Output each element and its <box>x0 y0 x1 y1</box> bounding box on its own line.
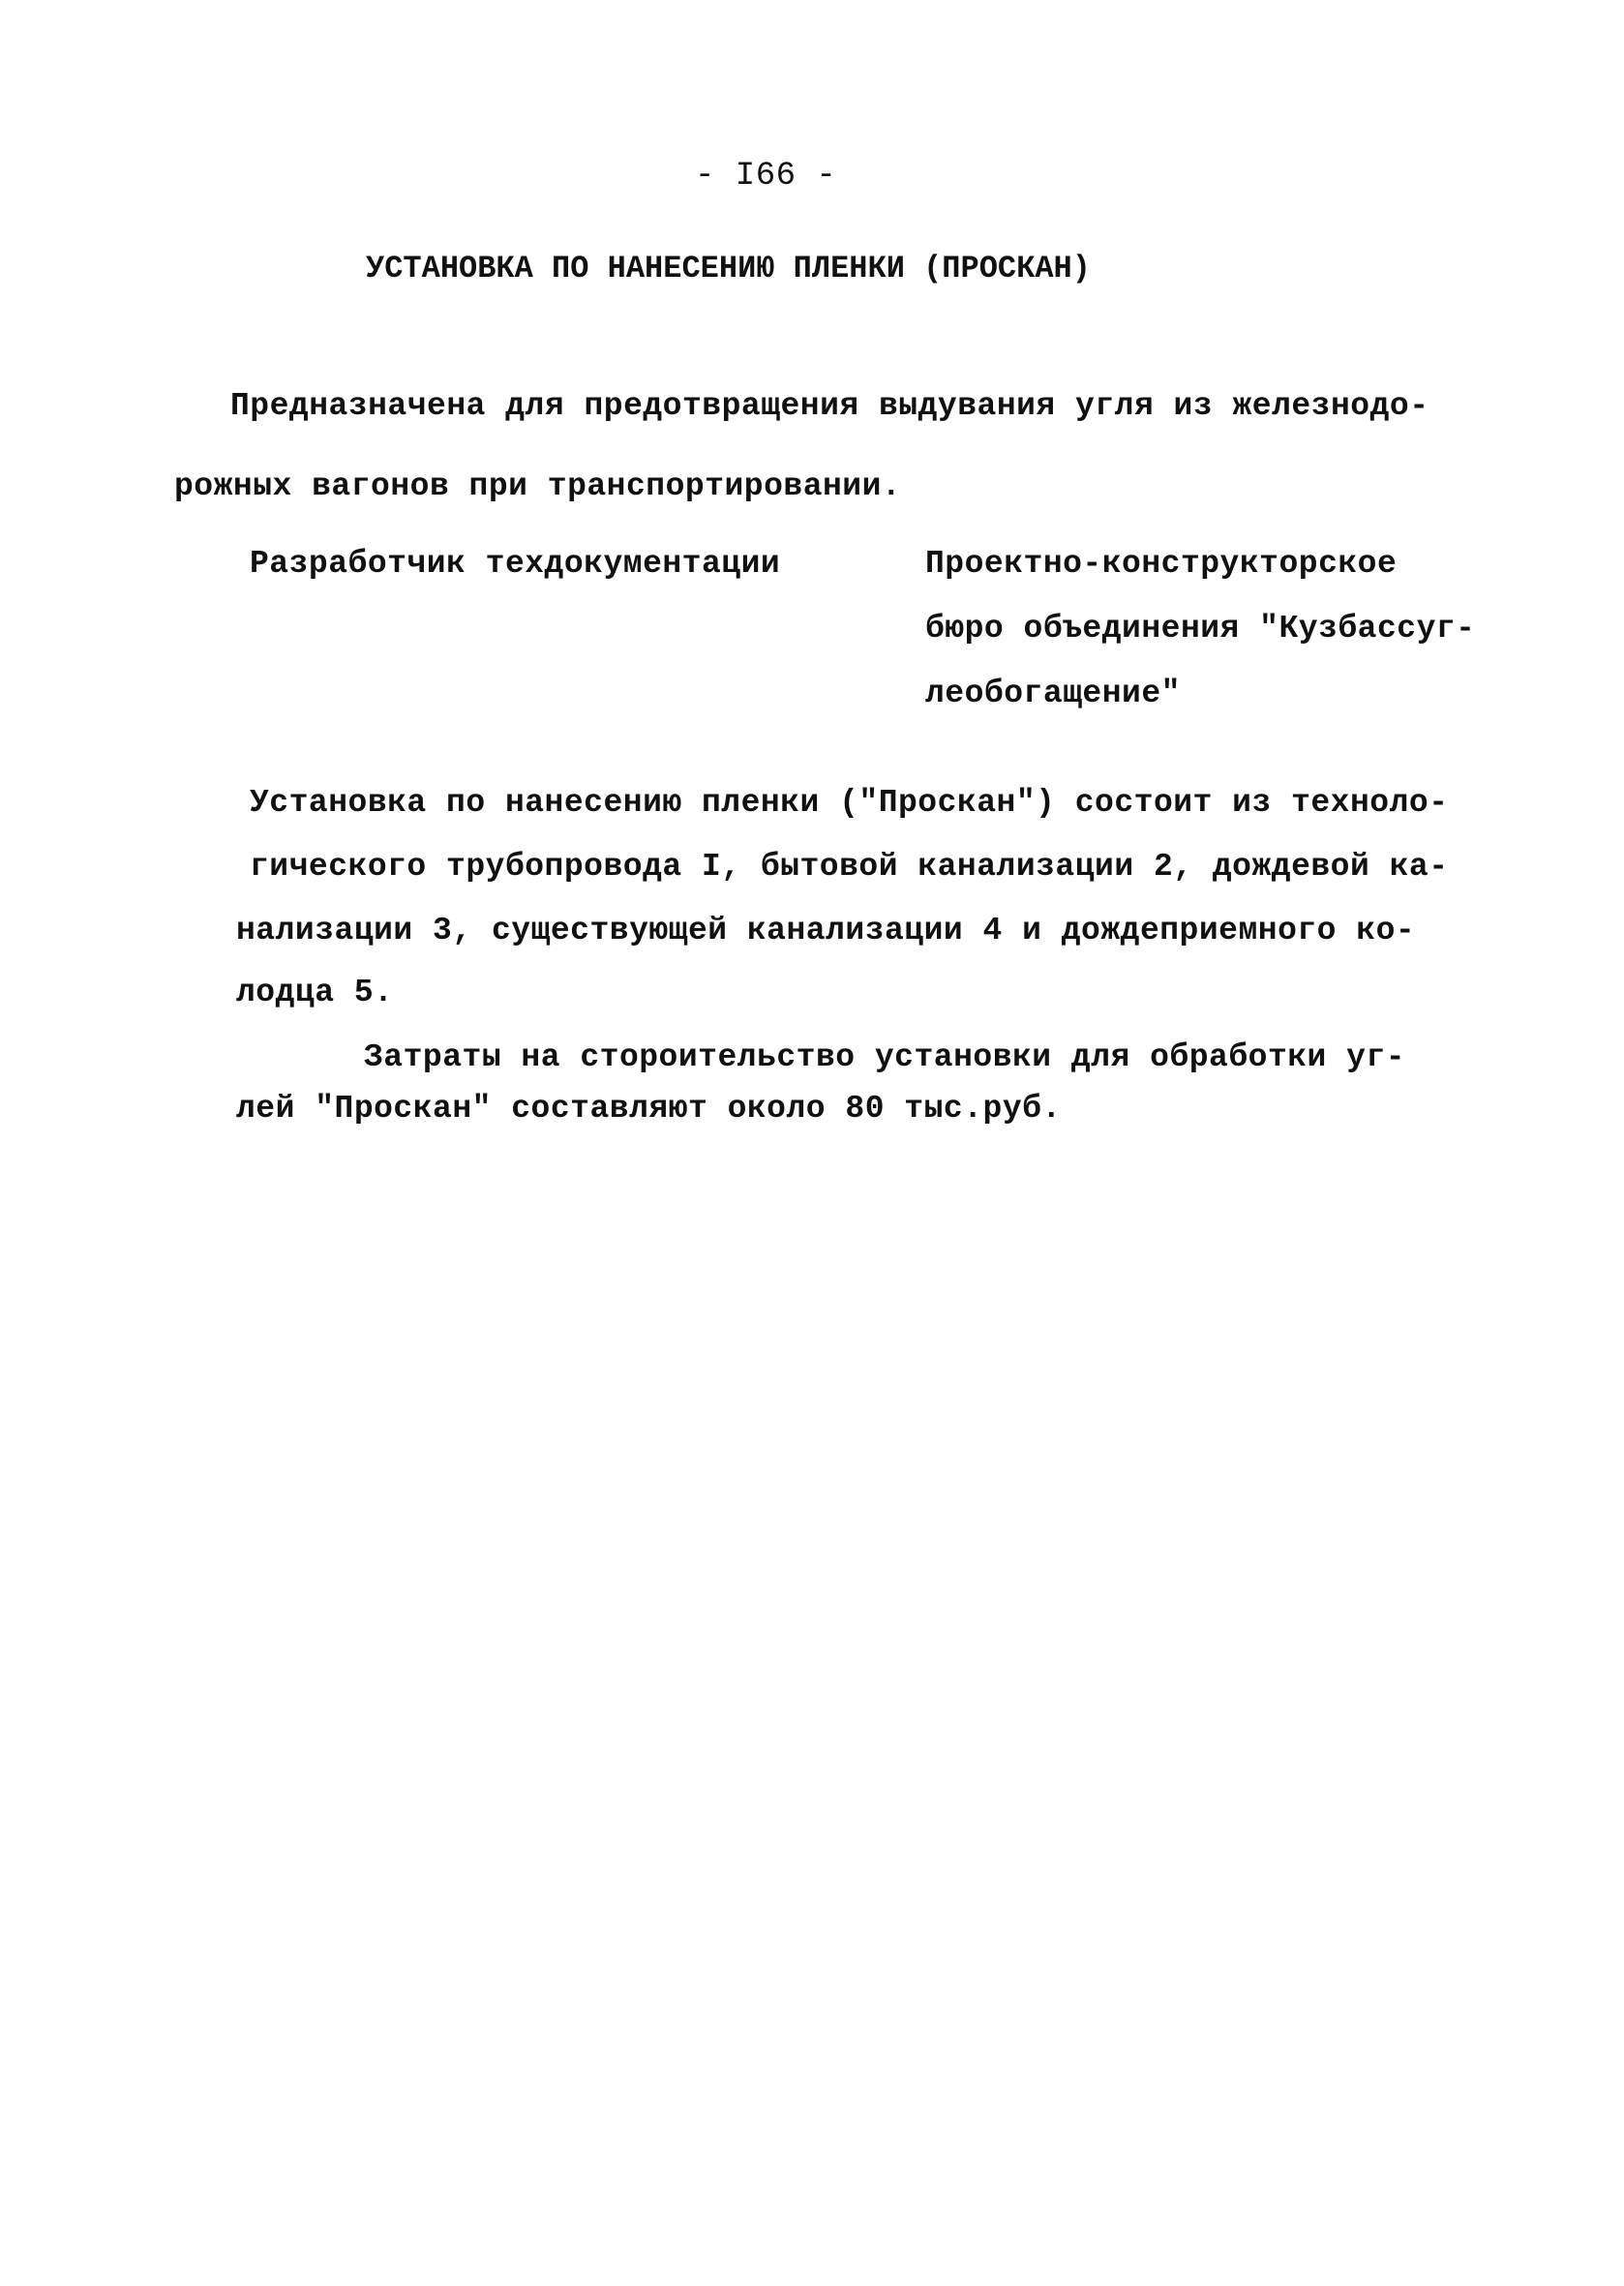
description-paragraph-line: нализации 3, существующей канализации 4 и дождеприемного ко- <box>236 913 1416 948</box>
costs-paragraph-line: лей "Проскан" составляют около 80 тыс.руб. <box>236 1091 1062 1127</box>
purpose-paragraph-line: Предназначена для предотвращения выдувания угля из железнодо- <box>230 388 1429 424</box>
description-paragraph-line: лодца 5. <box>236 975 394 1010</box>
purpose-paragraph-line: рожных вагонов при транспортировании. <box>174 468 902 504</box>
description-paragraph-line: Установка по нанесению пленки ("Проскан") состоит из техноло- <box>250 785 1449 821</box>
developer-value-line: Проектно-конструкторское <box>925 546 1398 582</box>
developer-value-line: бюро объединения "Кузбассуг- <box>925 611 1476 647</box>
page-number: - I66 - <box>695 158 837 195</box>
description-paragraph-line: гического трубопровода I, бытовой канализации 2, дождевой ка- <box>250 849 1449 885</box>
developer-value-line: леобогащение" <box>925 676 1181 711</box>
developer-label: Разработчик техдокументации <box>250 546 781 582</box>
page-title: УСТАНОВКА ПО НАНЕСЕНИЮ ПЛЕНКИ (ПРОСКАН) <box>366 251 1091 286</box>
costs-paragraph-line: Затраты на стороительство установки для обработки уг- <box>364 1039 1406 1075</box>
